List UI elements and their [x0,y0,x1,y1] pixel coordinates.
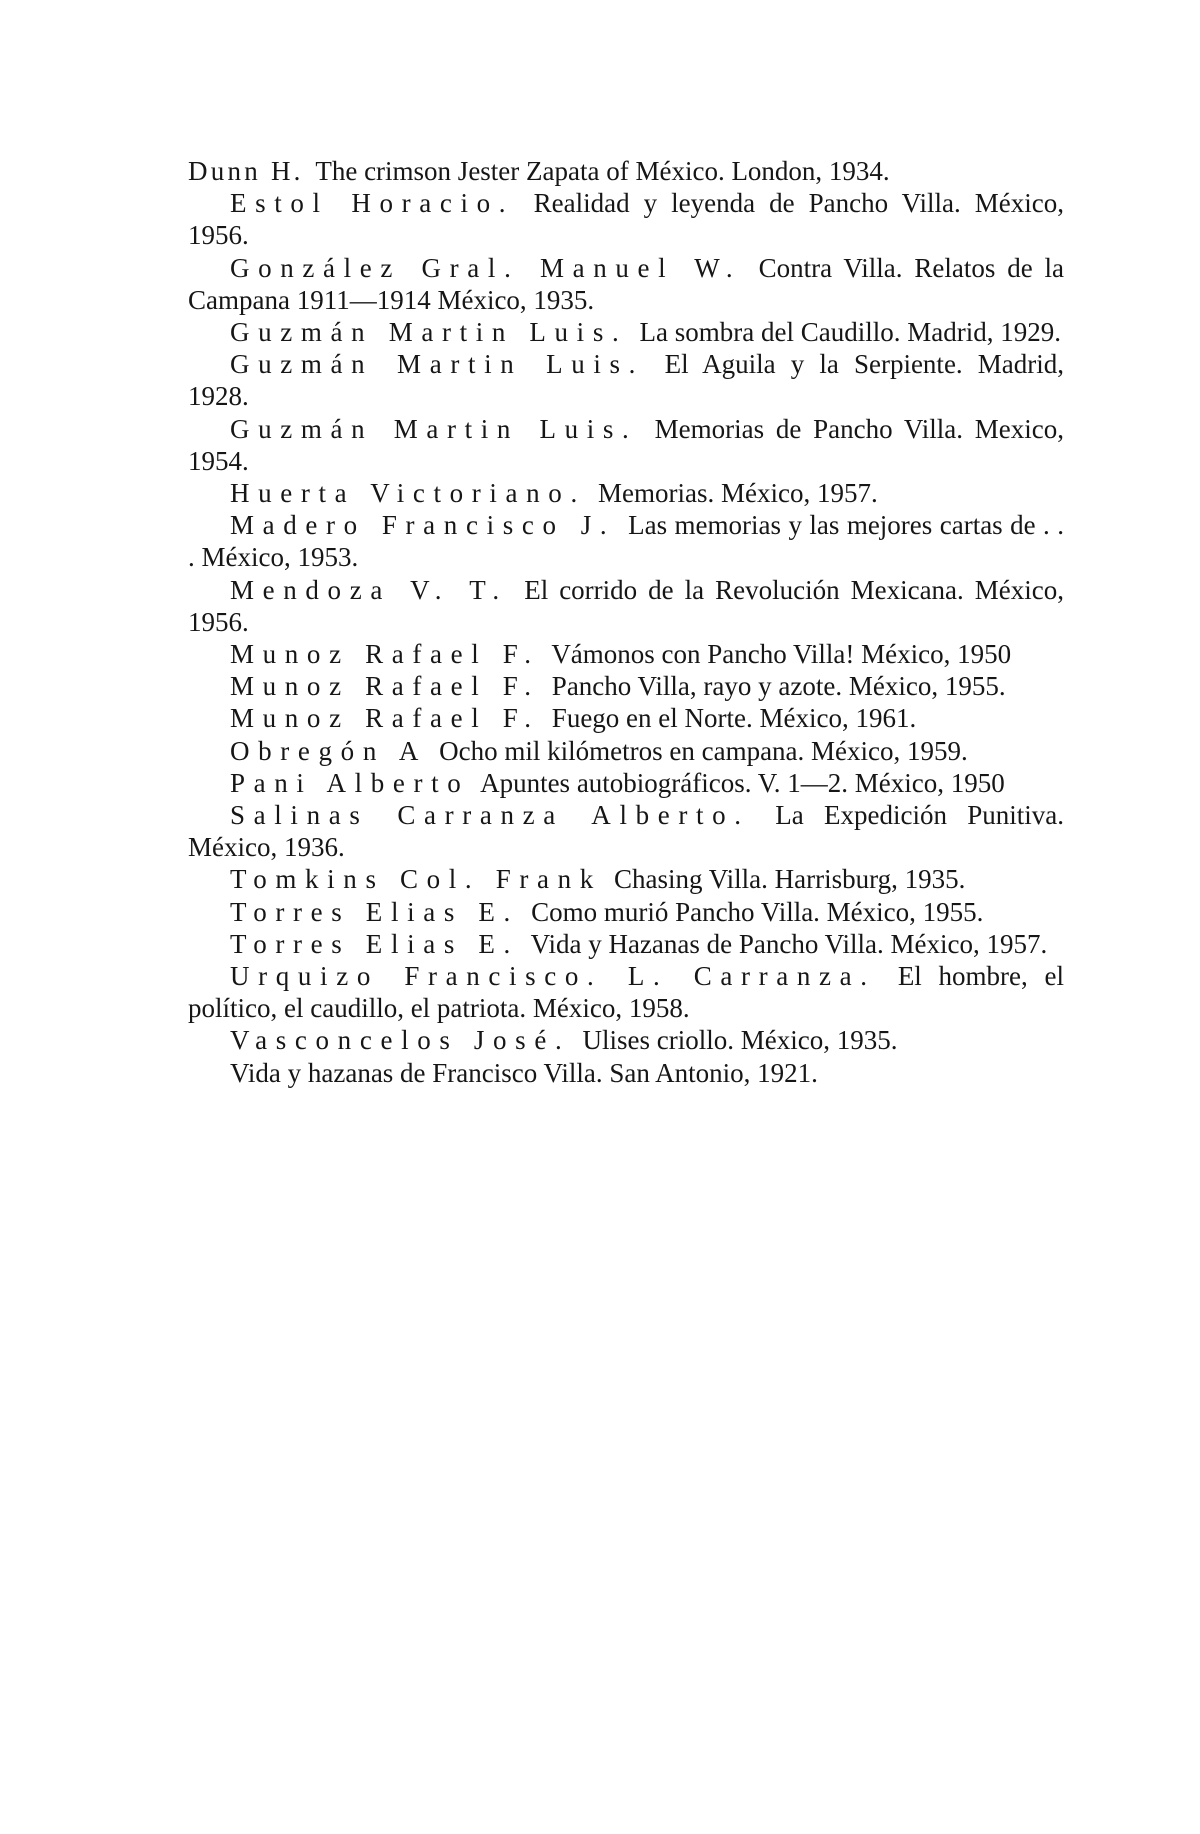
entry-author: Urquizo Francisco. L. Carranza. [230,961,876,992]
entry-work: Como murió Pancho Villa. México, 1955. [531,896,984,927]
bibliography-entry [188,509,1064,573]
bibliography-entry [188,702,1064,734]
entry-author: Huerta Victoriano. [230,478,586,509]
entry-author: Munoz Rafael F. [230,671,540,702]
bibliography-entry [188,670,1064,702]
entry-work: Apuntes autobiográficos. V. 1—2. México, 1950 [480,767,1005,798]
entry-work: Pancho Villa, rayo y azote. México, 1955. [551,671,1006,702]
entry-author: Munoz Rafael F. [230,703,540,734]
entry-author: Guzmán Martin Luis. [230,317,628,348]
entry-work: Ocho mil kilómetros en campana. México, 1959. [439,735,968,766]
entry-author: Pani Alberto [230,767,470,798]
bibliography-page [188,155,1064,1089]
entry-author: Tomkins Col. Frank [230,864,602,895]
bibliography-entry [188,348,1064,412]
entry-work: Vámonos con Pancho Villa! México, 1950 [551,639,1012,670]
bibliography-entry [188,413,1064,477]
entry-work: Ulises criollo. México, 1935. [582,1025,898,1056]
bibliography-entry [188,735,1064,767]
bibliography-list [188,155,1064,1089]
bibliography-entry [188,928,1064,960]
bibliography-entry [188,1024,1064,1056]
entry-work: El Aguila y la Serpiente. Madrid, 1928. [188,349,1065,412]
entry-work: Fuego en el Norte. México, 1961. [551,703,917,734]
entry-author: Dunn H. [188,156,304,186]
bibliography-entry [188,799,1064,863]
entry-work: Vida y hazanas de Francisco Villa. San Antonio, 1921. [230,1057,818,1088]
bibliography-entry [188,316,1064,348]
entry-work: The crimson Jester Zapata of México. London, 1934. [315,156,890,186]
entry-author: Torres Elias E. [230,896,519,927]
bibliography-entry [188,252,1064,316]
bibliography-entry [188,960,1064,1024]
entry-work: Vida y Hazanas de Pancho Villa. México, 1957. [530,928,1048,959]
entry-author: Torres Elias E. [230,928,519,959]
bibliography-entry [188,1057,1064,1089]
entry-author: Madero Francisco J. [230,510,616,541]
entry-work: El corrido de la Revolución Mexicana. México, 1956. [188,574,1065,637]
entry-author: Mendoza V. T. [230,574,508,605]
entry-work: La sombra del Caudillo. Madrid, 1929. [639,317,1061,348]
entry-work: Memorias. México, 1957. [597,478,878,509]
entry-work: Contra Villa. Relatos de la Campana 1911—1914 México, 1935. [188,252,1065,315]
entry-author: Munoz Rafael F. [230,639,540,670]
bibliography-entry [188,477,1064,509]
bibliography-entry [188,767,1064,799]
entry-work: La Expedición Punitiva. México, 1936. [188,800,1064,863]
entry-work: Chasing Villa. Harrisburg, 1935. [614,864,966,895]
entry-author: Guzmán Martin Luis. [230,349,645,380]
entry-author: Guzmán Martin Luis. [230,413,638,444]
entry-author: Estol Horacio. [230,188,515,219]
bibliography-entry [188,638,1064,670]
bibliography-entry [188,896,1064,928]
entry-author: Obregón A [230,735,427,766]
entry-work: Memorias de Pancho Villa. Mexico, 1954. [188,413,1064,476]
entry-work: Realidad y leyenda de Pancho Villa. México, 1956. [188,188,1064,251]
bibliography-entry [188,187,1064,251]
entry-author: Vasconcelos José. [230,1025,571,1056]
entry-work: El hombre, el político, el caudillo, el patriota. México, 1958. [188,961,1064,1024]
entry-author: Salinas Carranza Alberto. [230,800,750,831]
entry-author: González Gral. Manuel W. [230,252,742,283]
bibliography-entry [188,863,1064,895]
entry-work: Las memorias y las mejores cartas de . . . México, 1953. [188,510,1065,573]
bibliography-entry [188,574,1064,638]
bibliography-entry [188,155,1064,187]
